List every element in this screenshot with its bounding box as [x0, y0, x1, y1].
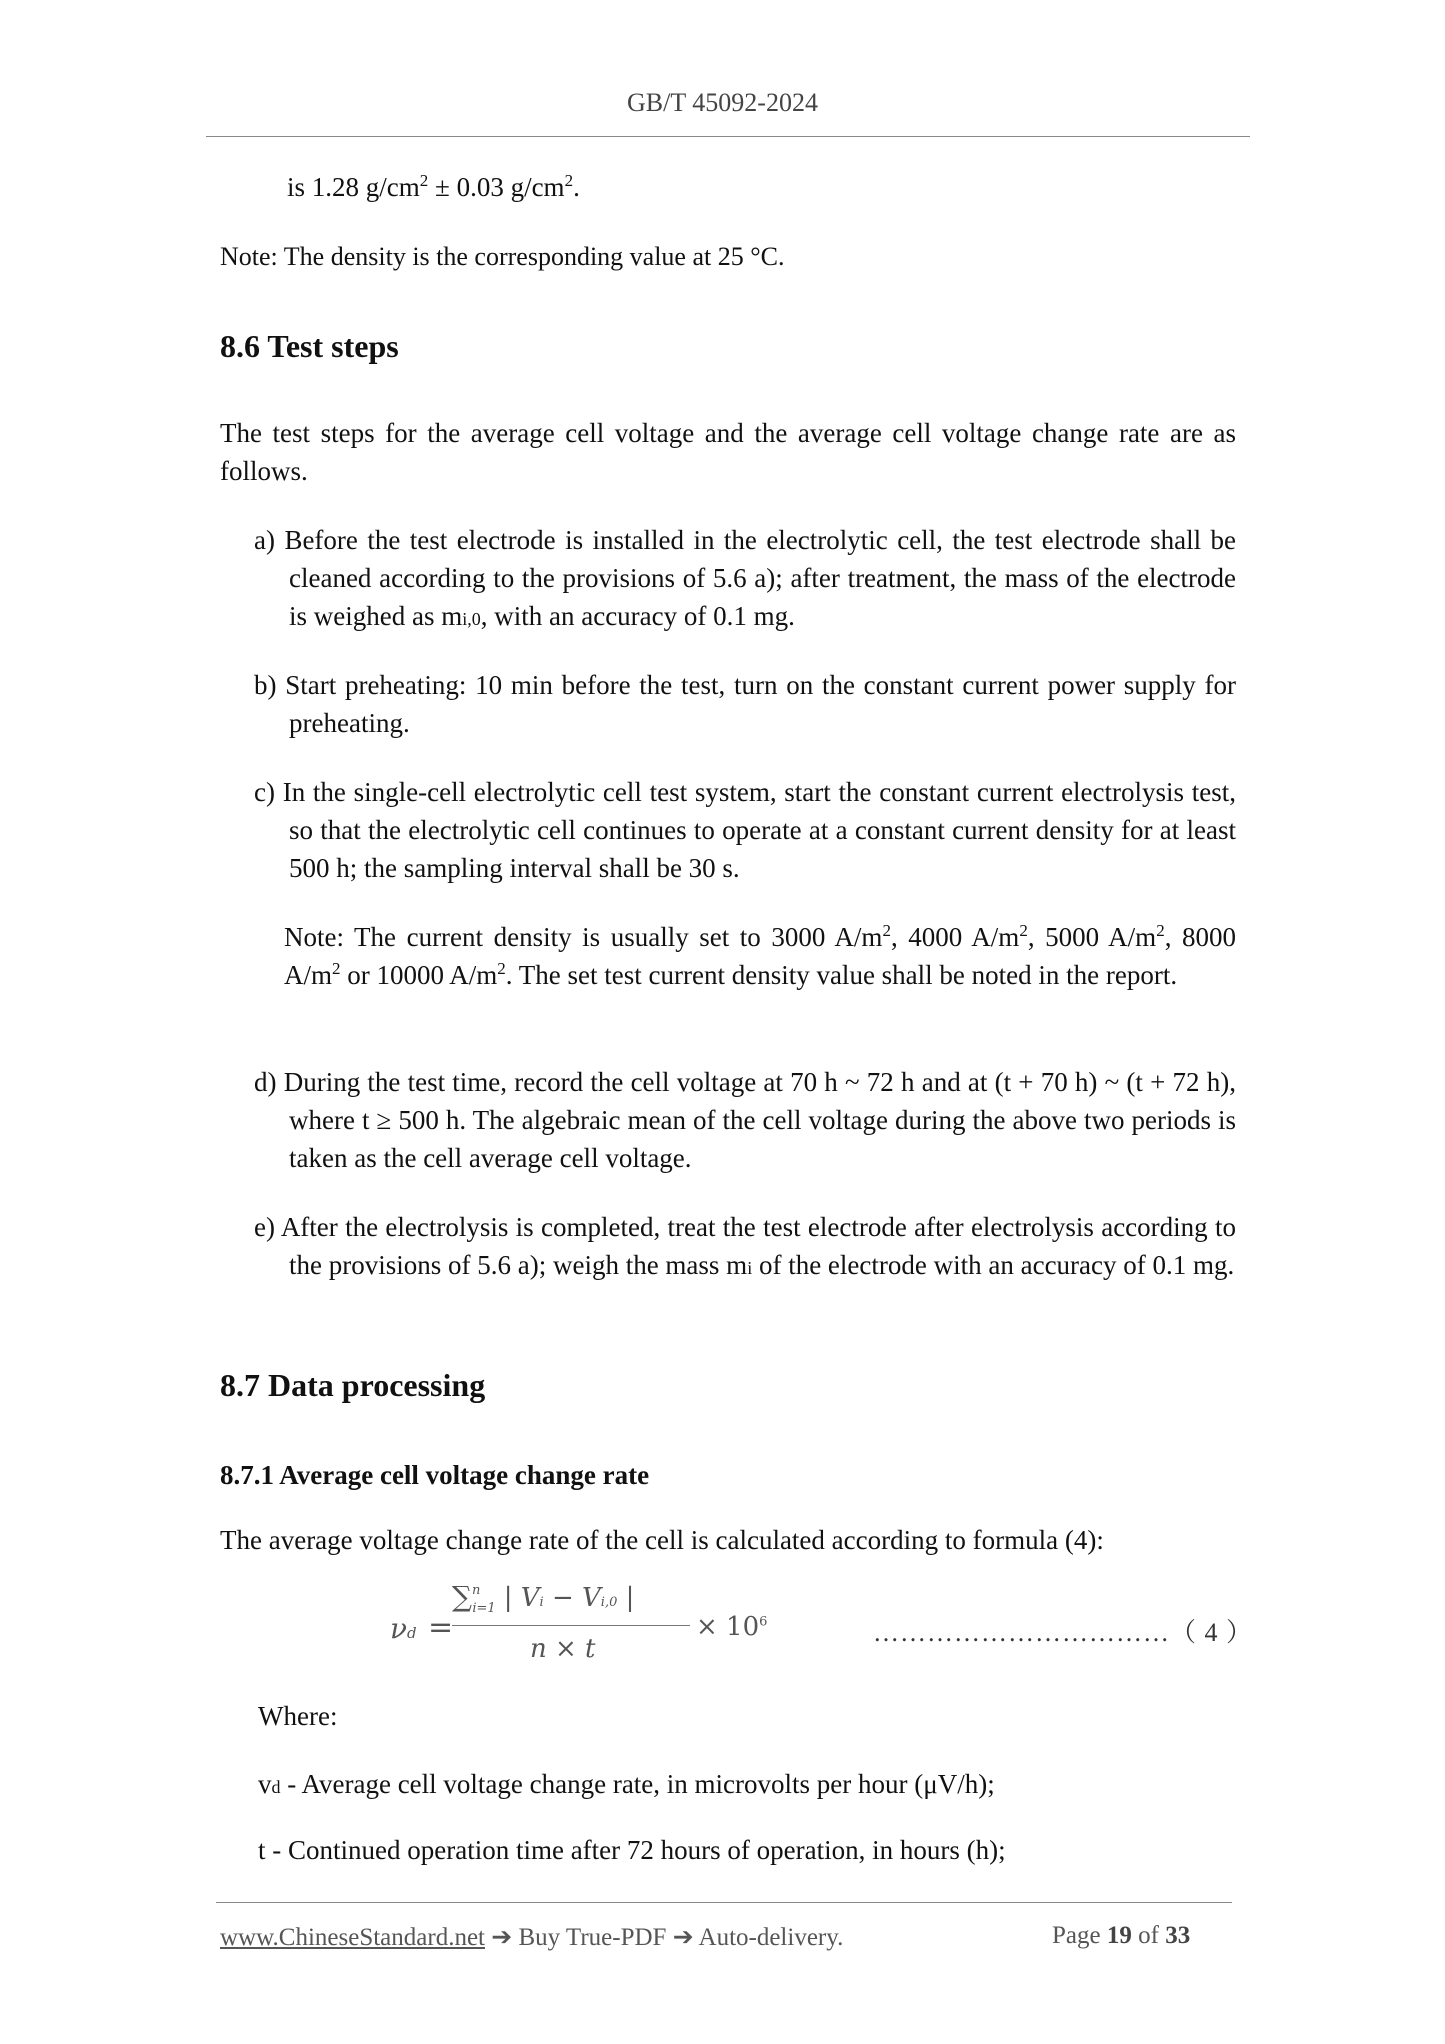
footer-promo — [220, 1922, 843, 1952]
step-label: c) — [254, 777, 275, 807]
step-body-tail: of the electrode with an accuracy of 0.1 mg. — [752, 1250, 1235, 1280]
delivery-text: Auto-delivery. — [693, 1924, 844, 1951]
section-8-6-heading: 8.6 Test steps — [220, 328, 399, 364]
nu-symbol: ν — [390, 1612, 408, 1645]
sum-upper: n — [472, 1583, 481, 1598]
step-a — [254, 521, 1236, 638]
page-number: 19 — [1106, 1922, 1132, 1949]
numerator-text: | — [617, 1583, 635, 1613]
superscript: 2 — [497, 959, 506, 978]
subscript: i,0 — [462, 609, 481, 629]
where-label: Where: — [258, 1701, 338, 1731]
current-density-note — [284, 918, 1236, 994]
variable-symbol: v — [258, 1769, 272, 1799]
note-text: Note: The current density is usually set to 3000 A/m — [284, 922, 883, 952]
header-divider — [206, 136, 1250, 137]
formula-denominator: n × t — [530, 1634, 596, 1664]
section-8-7-heading: 8.7 Data processing — [220, 1367, 486, 1403]
density-spec — [287, 168, 580, 206]
numerator-text: − V — [543, 1583, 601, 1613]
step-a-text — [254, 521, 1236, 638]
step-d-text — [254, 1063, 1236, 1177]
step-label: b) — [254, 670, 277, 700]
step-c — [254, 773, 1236, 887]
website-link[interactable]: www.ChineseStandard.net — [220, 1924, 485, 1951]
step-b-text — [254, 666, 1236, 742]
step-body: During the test time, record the cell voltage at 70 h ~ 72 h and at (t + 70 h) ~ (t + 72 h), where t ≥ 500 h. The algebraic mean of the cell voltage during the above two periods is taken as the cell average cell voltage. — [283, 1067, 1236, 1173]
note-text: , 8000 A/m — [284, 922, 1236, 990]
step-label: a) — [254, 525, 275, 555]
footer-divider — [216, 1902, 1232, 1903]
fraction-bar — [452, 1625, 690, 1626]
density-spec-text: . — [573, 172, 580, 202]
step-body: Before the test electrode is installed in the electrolytic cell, the test electrode shall be cleaned according to the provisions of 5.6 a); after treatment, the mass of the electrode is weighed as m — [284, 525, 1237, 631]
subscript: i,0 — [600, 1595, 618, 1610]
step-e — [254, 1208, 1236, 1287]
formula-numerator — [452, 1580, 690, 1616]
test-steps-intro: The test steps for the average cell voltage and the average cell voltage change rate are as follows. — [220, 418, 1236, 486]
superscript: 2 — [419, 171, 429, 190]
arrow-icon: ➔ — [672, 1924, 694, 1951]
sum-lower: i=1 — [472, 1601, 496, 1616]
note-text: . The set test current density value shall be noted in the report. — [505, 960, 1178, 990]
subscript: i — [747, 1258, 753, 1278]
numerator-text: | V — [503, 1583, 540, 1613]
step-body: Start preheating: 10 min before the test, turn on the constant current power supply for preheating. — [285, 670, 1236, 738]
section-8-7-1-heading: 8.7.1 Average cell voltage change rate — [220, 1460, 650, 1490]
note-text: , 4000 A/m — [890, 922, 1020, 952]
step-body: In the single-cell electrolytic cell test system, start the constant current electrolysis test, so that the electrolytic cell continues to operate at a constant current density for at least 500 h; the sampling interval shall be 30 s. — [282, 777, 1236, 883]
formula-scale — [696, 1612, 767, 1642]
note-text: , 5000 A/m — [1027, 922, 1157, 952]
density-note: Note: The density is the corresponding value at 25 °C. — [220, 242, 785, 271]
superscript: 2 — [564, 171, 574, 190]
step-d — [254, 1063, 1236, 1177]
superscript: 2 — [1156, 921, 1165, 940]
buy-text: Buy True-PDF — [512, 1924, 673, 1951]
step-label: e) — [254, 1212, 275, 1242]
equation-number: ……………………………（ 4 ） — [873, 1618, 1254, 1647]
superscript: 6 — [759, 1614, 768, 1630]
formula-intro: The average voltage change rate of the cell is calculated according to formula (4): — [220, 1525, 1104, 1555]
variable-description: - Continued operation time after 72 hours of operation, in hours (h); — [265, 1835, 1006, 1865]
step-b — [254, 666, 1236, 742]
subscript: d — [271, 1777, 281, 1797]
formula-4 — [390, 1580, 810, 1680]
step-e-text — [254, 1208, 1236, 1287]
subscript: i — [539, 1595, 544, 1610]
density-spec-text: ± 0.03 g/cm — [428, 172, 565, 202]
formula-lhs — [390, 1612, 417, 1645]
of-word: of — [1138, 1922, 1159, 1949]
variable-vd — [258, 1765, 995, 1806]
superscript: 2 — [1019, 921, 1028, 940]
subscript: d — [407, 1624, 417, 1642]
arrow-icon: ➔ — [491, 1924, 513, 1951]
note-text: or 10000 A/m — [340, 960, 498, 990]
page-word: Page — [1052, 1922, 1101, 1949]
step-label: d) — [254, 1067, 277, 1097]
density-spec-text: is 1.28 g/cm — [287, 172, 420, 202]
step-body: After the electrolysis is completed, treat the test electrode after electrolysis according to the provisions of 5.6 a); weigh the mass m — [280, 1212, 1236, 1280]
sum-symbol: ∑ — [452, 1580, 472, 1613]
variable-description: - Average cell voltage change rate, in microvolts per hour (μV/h); — [280, 1769, 995, 1799]
superscript: 2 — [332, 959, 341, 978]
variable-t — [258, 1831, 1006, 1869]
page-indicator — [1052, 1922, 1190, 1950]
step-c-text — [254, 773, 1236, 887]
document-code-header: GB/T 45092-2024 — [627, 88, 818, 117]
equals-sign: = — [428, 1610, 454, 1645]
superscript: 2 — [882, 921, 891, 940]
variable-symbol: t — [258, 1835, 266, 1865]
page-total: 33 — [1165, 1922, 1191, 1949]
step-body-tail: , with an accuracy of 0.1 mg. — [480, 601, 795, 631]
times-ten: × 10 — [696, 1612, 760, 1642]
